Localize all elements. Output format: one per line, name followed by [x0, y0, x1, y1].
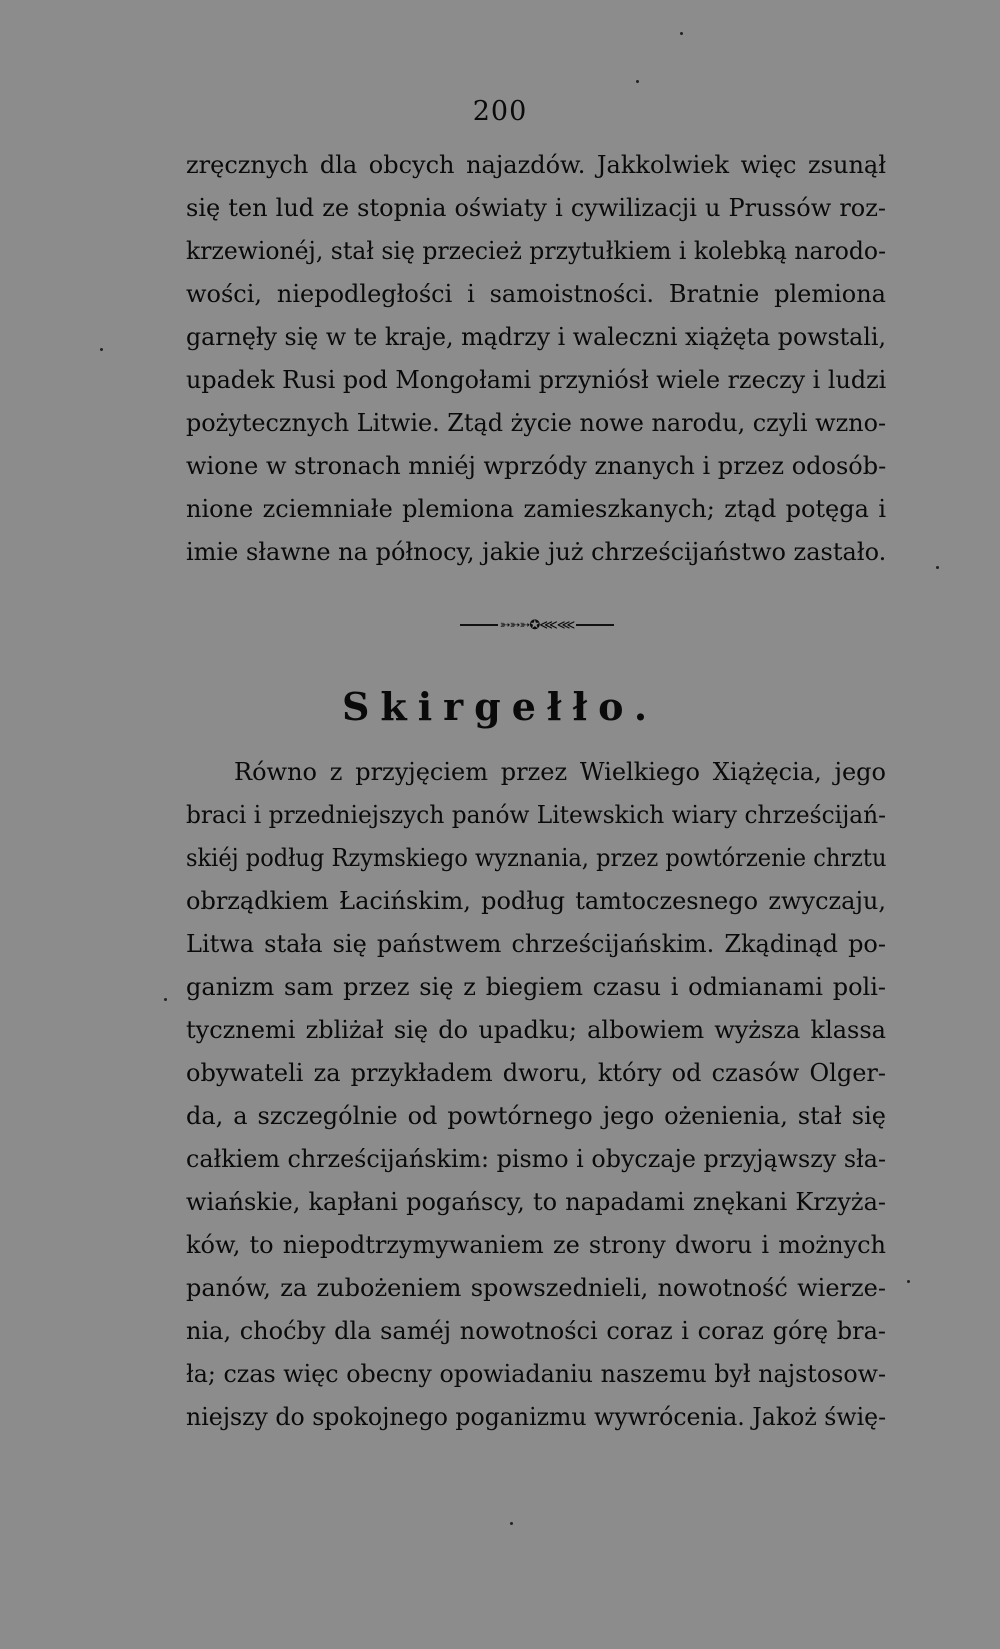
paragraph-1	[186, 144, 886, 574]
divider-ornament: ➳➳➳✪⋘⋘	[499, 617, 575, 633]
text-line: nia, choćby dla saméj nowotności coraz i coraz górę bra-	[186, 1317, 886, 1345]
text-line: panów, za zubożeniem spowszednieli, nowotność wierze-	[186, 1274, 886, 1302]
divider-rule-right	[576, 624, 614, 626]
text-line: upadek Rusi pod Mongołami przyniósł wiele rzeczy i ludzi	[186, 366, 886, 394]
scan-speck	[510, 1522, 513, 1525]
text-line: pożytecznych Litwie. Ztąd życie nowe narodu, czyli wzno-	[186, 409, 886, 437]
text-line: obywateli za przykładem dworu, który od czasów Olger-	[186, 1059, 886, 1087]
text-line: da, a szczególnie od powtórnego jego ożenienia, stał się	[186, 1102, 886, 1130]
text-line: krzewionéj, stał się przecież przytułkiem i kolebką narodo-	[186, 237, 886, 265]
text-line: wości, niepodległości i samoistności. Bratnie plemiona	[186, 280, 886, 308]
text-line: garnęły się w te kraje, mądrzy i waleczni xiążęta powstali,	[186, 323, 886, 351]
text-line: obrządkiem Łacińskim, podług tamtoczesnego zwyczaju,	[186, 887, 886, 915]
text-line: się ten lud ze stopnia oświaty i cywilizacji u Prussów roz-	[186, 194, 886, 222]
scan-speck	[636, 80, 639, 83]
text-line: skiéj podług Rzymskiego wyznania, przez powtórzenie chrztu	[186, 844, 887, 872]
section-heading: Skirgełło.	[341, 684, 659, 729]
divider-rule-left	[460, 624, 498, 626]
text-line: tycznemi zbliżał się do upadku; albowiem wyższa klassa	[186, 1016, 886, 1044]
scan-speck	[164, 998, 167, 1001]
text-line: ganizm sam przez się z biegiem czasu i odmianami poli-	[186, 973, 886, 1001]
scan-speck	[936, 566, 939, 569]
text-line: wiańskie, kapłani pogańscy, to napadami znękani Krzyża-	[186, 1188, 886, 1216]
text-line: imie sławne na północy, jakie już chrześcijaństwo zastało.	[186, 538, 886, 566]
scan-speck	[907, 1280, 910, 1283]
text-line: braci i przedniejszych panów Litewskich wiary chrześcijań-	[186, 801, 886, 829]
text-line: Równo z przyjęciem przez Wielkiego Xiążęcia, jego	[234, 758, 886, 786]
scan-speck	[100, 348, 103, 351]
text-line: niejszy do spokojnego poganizmu wywrócenia. Jakoż świę-	[186, 1403, 886, 1431]
page-number: 200	[472, 96, 528, 127]
text-line: nione zciemniałe plemiona zamieszkanych; ztąd potęga i	[186, 495, 886, 523]
ornamental-divider	[460, 618, 614, 632]
paragraph-2	[186, 751, 886, 1439]
text-line: zręcznych dla obcych najazdów. Jakkolwiek więc zsunął	[186, 151, 886, 179]
scan-speck	[680, 32, 683, 35]
text-line: Litwa stała się państwem chrześcijańskim. Zkądinąd po-	[186, 930, 886, 958]
text-line: wione w stronach mniéj wprzódy znanych i przez odosób-	[186, 452, 886, 480]
text-line: ła; czas więc obecny opowiadaniu naszemu był najstosow-	[186, 1360, 887, 1388]
text-line: całkiem chrześcijańskim: pismo i obyczaje przyjąwszy sła-	[186, 1145, 886, 1173]
text-line: ków, to niepodtrzymywaniem ze strony dworu i możnych	[186, 1231, 886, 1259]
